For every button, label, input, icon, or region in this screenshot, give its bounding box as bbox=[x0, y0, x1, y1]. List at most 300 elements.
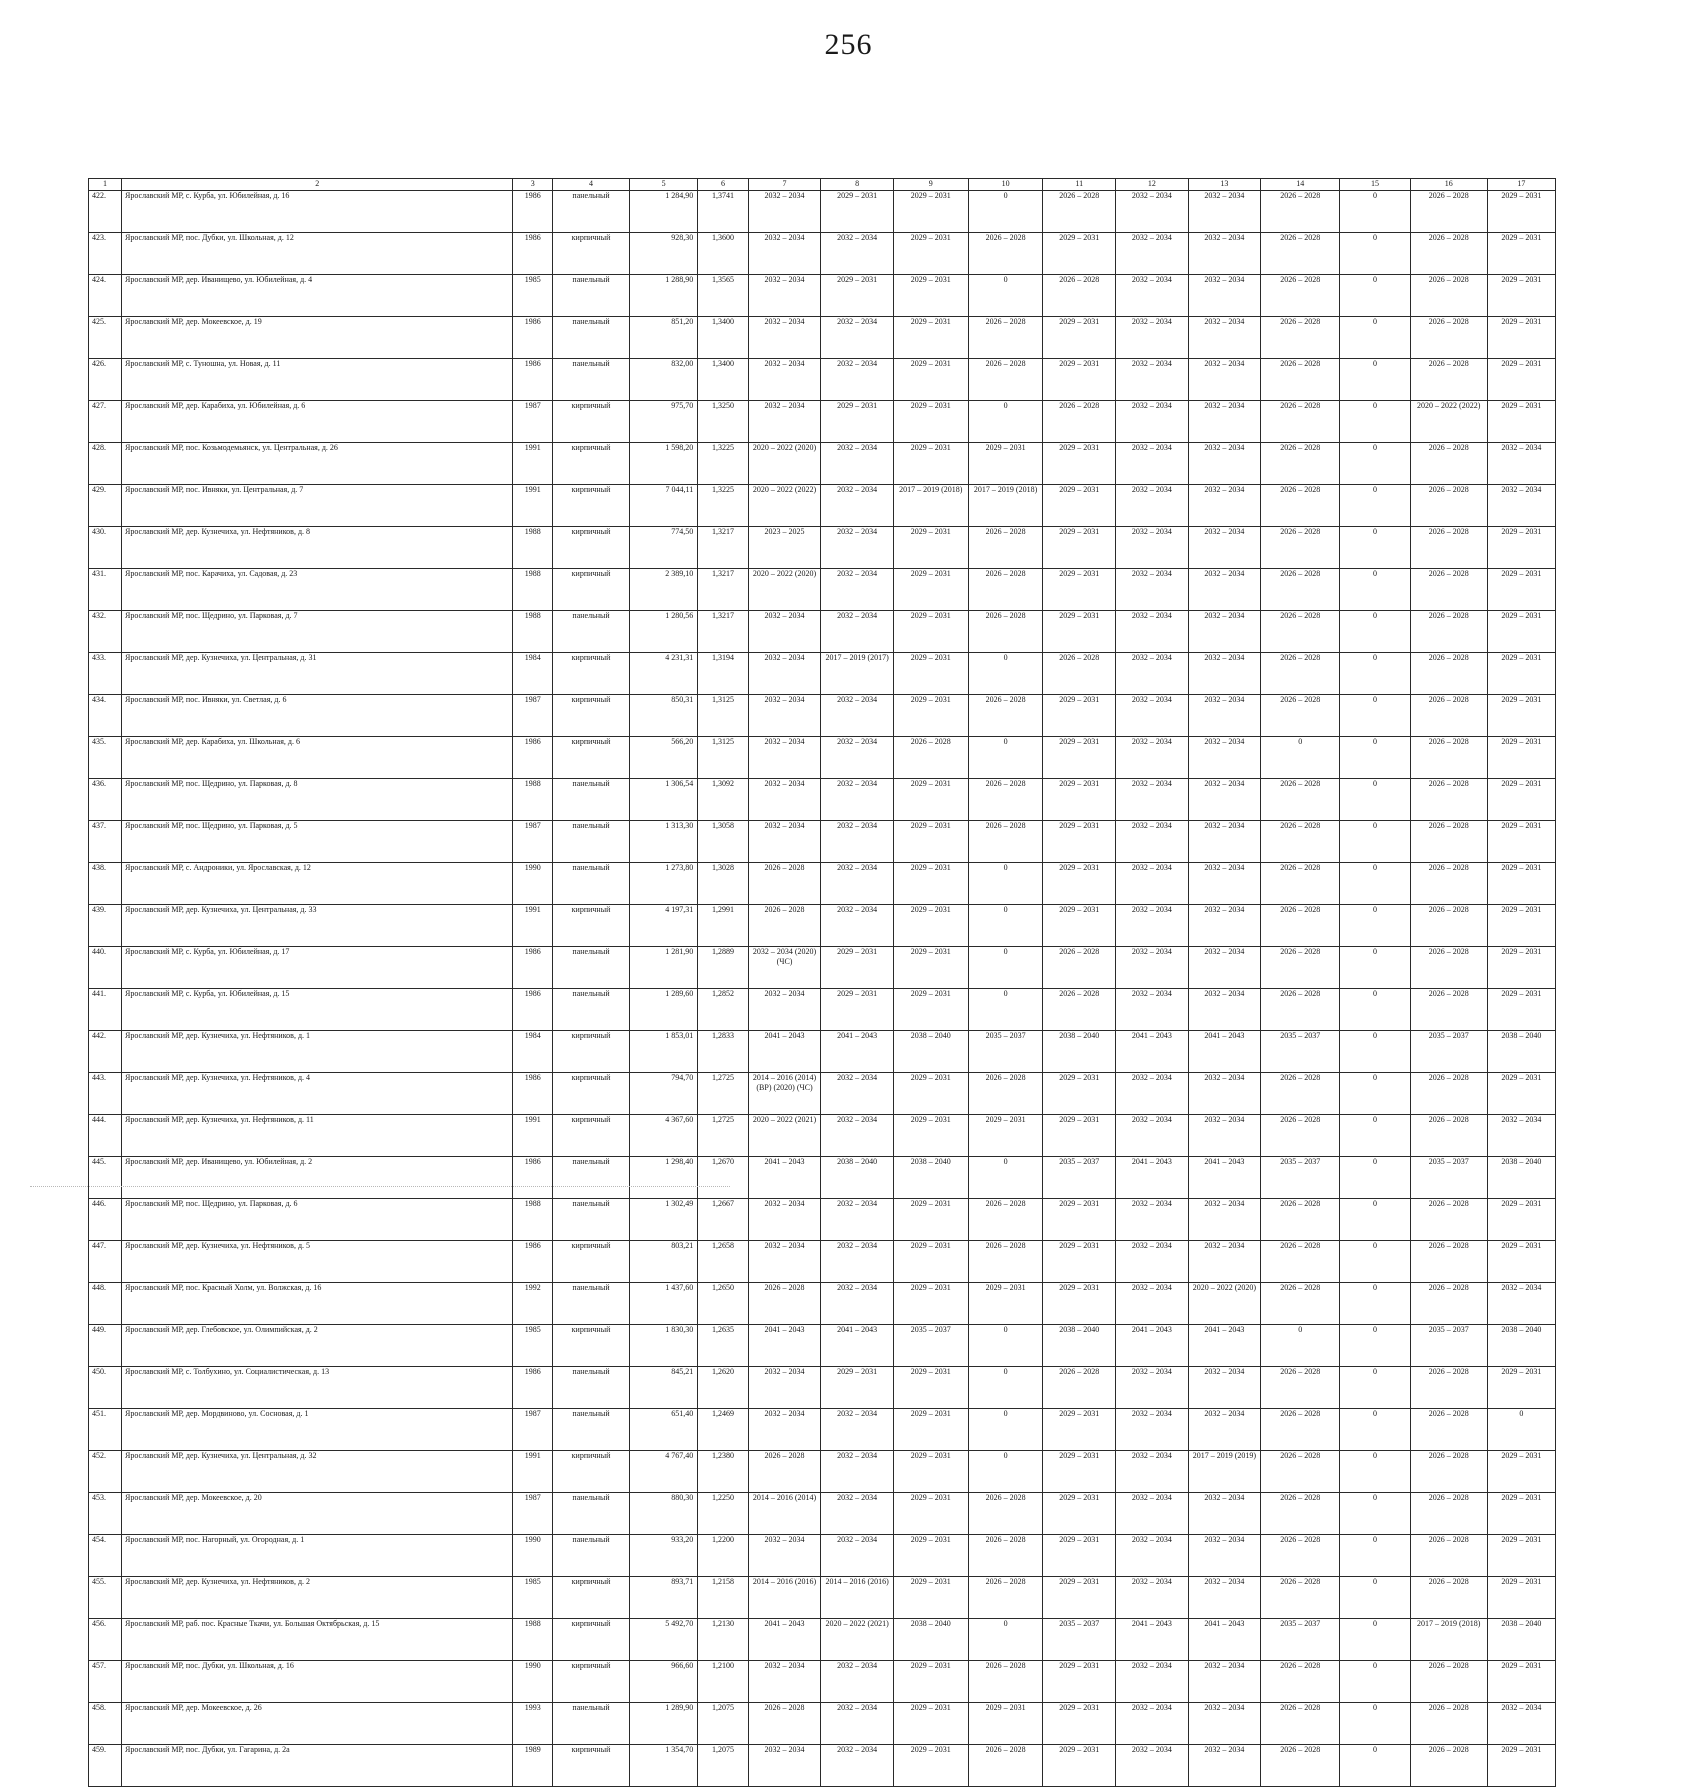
table-cell-col-17: 2029 – 2031 bbox=[1487, 1535, 1555, 1577]
table-cell-col-8: 2041 – 2043 bbox=[821, 1031, 894, 1073]
table-cell-col-9: 2029 – 2031 bbox=[893, 863, 968, 905]
table-cell-col-15: 0 bbox=[1340, 191, 1410, 233]
table-cell-col-13: 2032 – 2034 bbox=[1188, 233, 1261, 275]
table-cell-col-6: 1,2725 bbox=[698, 1115, 749, 1157]
table-cell-col-8: 2032 – 2034 bbox=[821, 1661, 894, 1703]
table-cell-col-10: 0 bbox=[968, 863, 1043, 905]
table-cell-col-11: 2026 – 2028 bbox=[1043, 401, 1116, 443]
table-cell-col-16: 2026 – 2028 bbox=[1410, 863, 1487, 905]
table-cell-col-13: 2032 – 2034 bbox=[1188, 359, 1261, 401]
table-cell-col-13: 2041 – 2043 bbox=[1188, 1031, 1261, 1073]
table-cell-col-12: 2032 – 2034 bbox=[1116, 1493, 1189, 1535]
table-cell-col-12: 2032 – 2034 bbox=[1116, 569, 1189, 611]
table-cell-col-8: 2032 – 2034 bbox=[821, 1703, 894, 1745]
table-cell-col-4: кирпичный bbox=[553, 443, 630, 485]
table-row bbox=[89, 1367, 1556, 1409]
table-cell-col-12: 2032 – 2034 bbox=[1116, 359, 1189, 401]
table-cell-col-12: 2032 – 2034 bbox=[1116, 989, 1189, 1031]
table-cell-col-9: 2029 – 2031 bbox=[893, 1073, 968, 1115]
table-cell-col-17: 2029 – 2031 bbox=[1487, 821, 1555, 863]
table-cell-col-6: 1,3125 bbox=[698, 695, 749, 737]
table-cell-col-8: 2041 – 2043 bbox=[821, 1325, 894, 1367]
table-cell-col-14: 2026 – 2028 bbox=[1261, 1535, 1340, 1577]
table-cell-col-1: 427. bbox=[89, 401, 122, 443]
table-cell-col-10: 2026 – 2028 bbox=[968, 1073, 1043, 1115]
repair-schedule-table bbox=[88, 178, 1556, 1787]
table-cell-col-11: 2029 – 2031 bbox=[1043, 485, 1116, 527]
table-cell-col-16: 2026 – 2028 bbox=[1410, 359, 1487, 401]
table-cell-col-2: Ярославский МР, пос. Ивняки, ул. Светлая, д. 6 bbox=[121, 695, 512, 737]
table-cell-col-9: 2029 – 2031 bbox=[893, 611, 968, 653]
table-row bbox=[89, 1115, 1556, 1157]
table-cell-col-6: 1,2380 bbox=[698, 1451, 749, 1493]
table-cell-col-6: 1,2833 bbox=[698, 1031, 749, 1073]
table-cell-col-4: кирпичный bbox=[553, 233, 630, 275]
column-header-10: 10 bbox=[968, 179, 1043, 191]
table-cell-col-3: 1984 bbox=[513, 1031, 553, 1073]
table-cell-col-4: панельный bbox=[553, 1283, 630, 1325]
table-cell-col-17: 2029 – 2031 bbox=[1487, 611, 1555, 653]
table-cell-col-5: 803,21 bbox=[630, 1241, 698, 1283]
table-cell-col-4: панельный bbox=[553, 779, 630, 821]
table-cell-col-7: 2032 – 2034 (2020) (ЧС) bbox=[748, 947, 821, 989]
table-cell-col-3: 1986 bbox=[513, 947, 553, 989]
table-cell-col-5: 1 306,54 bbox=[630, 779, 698, 821]
table-cell-col-17: 2032 – 2034 bbox=[1487, 1115, 1555, 1157]
table-cell-col-2: Ярославский МР, дер. Карабиха, ул. Школьная, д. 6 bbox=[121, 737, 512, 779]
table-cell-col-6: 1,2158 bbox=[698, 1577, 749, 1619]
table-cell-col-17: 2029 – 2031 bbox=[1487, 779, 1555, 821]
table-cell-col-1: 426. bbox=[89, 359, 122, 401]
table-container bbox=[88, 178, 1556, 1787]
table-cell-col-3: 1992 bbox=[513, 1283, 553, 1325]
table-cell-col-4: кирпичный bbox=[553, 401, 630, 443]
table-cell-col-4: панельный bbox=[553, 1493, 630, 1535]
table-cell-col-5: 851,20 bbox=[630, 317, 698, 359]
table-cell-col-11: 2029 – 2031 bbox=[1043, 1115, 1116, 1157]
table-cell-col-6: 1,2200 bbox=[698, 1535, 749, 1577]
table-cell-col-7: 2032 – 2034 bbox=[748, 737, 821, 779]
table-cell-col-9: 2029 – 2031 bbox=[893, 1283, 968, 1325]
table-cell-col-5: 933,20 bbox=[630, 1535, 698, 1577]
table-cell-col-13: 2032 – 2034 bbox=[1188, 1367, 1261, 1409]
table-cell-col-12: 2032 – 2034 bbox=[1116, 1451, 1189, 1493]
table-cell-col-15: 0 bbox=[1340, 485, 1410, 527]
table-cell-col-12: 2032 – 2034 bbox=[1116, 485, 1189, 527]
table-cell-col-7: 2026 – 2028 bbox=[748, 863, 821, 905]
table-cell-col-15: 0 bbox=[1340, 275, 1410, 317]
table-cell-col-1: 429. bbox=[89, 485, 122, 527]
table-cell-col-5: 845,21 bbox=[630, 1367, 698, 1409]
table-cell-col-5: 566,20 bbox=[630, 737, 698, 779]
table-cell-col-16: 2026 – 2028 bbox=[1410, 1367, 1487, 1409]
page-number: 256 bbox=[824, 28, 873, 61]
table-cell-col-6: 1,3400 bbox=[698, 359, 749, 401]
table-cell-col-17: 2032 – 2034 bbox=[1487, 443, 1555, 485]
table-cell-col-11: 2029 – 2031 bbox=[1043, 1199, 1116, 1241]
table-cell-col-7: 2032 – 2034 bbox=[748, 1535, 821, 1577]
table-cell-col-9: 2029 – 2031 bbox=[893, 1409, 968, 1451]
table-cell-col-14: 2026 – 2028 bbox=[1261, 569, 1340, 611]
table-cell-col-5: 1 280,56 bbox=[630, 611, 698, 653]
table-cell-col-14: 2026 – 2028 bbox=[1261, 947, 1340, 989]
table-cell-col-4: кирпичный bbox=[553, 1031, 630, 1073]
table-cell-col-15: 0 bbox=[1340, 1031, 1410, 1073]
table-cell-col-8: 2032 – 2034 bbox=[821, 611, 894, 653]
table-row bbox=[89, 401, 1556, 443]
table-cell-col-15: 0 bbox=[1340, 527, 1410, 569]
table-cell-col-15: 0 bbox=[1340, 1745, 1410, 1787]
table-row bbox=[89, 1535, 1556, 1577]
table-row bbox=[89, 653, 1556, 695]
table-cell-col-2: Ярославский МР, дер. Кузнечиха, ул. Нефтяников, д. 8 bbox=[121, 527, 512, 569]
table-cell-col-17: 2029 – 2031 bbox=[1487, 863, 1555, 905]
table-row bbox=[89, 359, 1556, 401]
table-cell-col-7: 2032 – 2034 bbox=[748, 1241, 821, 1283]
table-cell-col-13: 2032 – 2034 bbox=[1188, 401, 1261, 443]
table-cell-col-8: 2032 – 2034 bbox=[821, 443, 894, 485]
table-cell-col-3: 1991 bbox=[513, 443, 553, 485]
table-cell-col-11: 2029 – 2031 bbox=[1043, 821, 1116, 863]
table-cell-col-11: 2026 – 2028 bbox=[1043, 947, 1116, 989]
table-cell-col-16: 2026 – 2028 bbox=[1410, 737, 1487, 779]
table-cell-col-16: 2026 – 2028 bbox=[1410, 191, 1487, 233]
table-cell-col-6: 1,3225 bbox=[698, 443, 749, 485]
table-cell-col-12: 2032 – 2034 bbox=[1116, 1703, 1189, 1745]
table-cell-col-7: 2032 – 2034 bbox=[748, 1745, 821, 1787]
table-cell-col-11: 2029 – 2031 bbox=[1043, 527, 1116, 569]
table-cell-col-7: 2032 – 2034 bbox=[748, 1409, 821, 1451]
table-cell-col-14: 2026 – 2028 bbox=[1261, 863, 1340, 905]
table-cell-col-10: 2026 – 2028 bbox=[968, 1241, 1043, 1283]
column-header-5: 5 bbox=[630, 179, 698, 191]
table-cell-col-3: 1987 bbox=[513, 1493, 553, 1535]
column-header-9: 9 bbox=[893, 179, 968, 191]
table-cell-col-8: 2032 – 2034 bbox=[821, 1199, 894, 1241]
table-cell-col-2: Ярославский МР, пос. Красный Холм, ул. Волжская, д. 16 bbox=[121, 1283, 512, 1325]
table-cell-col-5: 850,31 bbox=[630, 695, 698, 737]
table-cell-col-17: 2038 – 2040 bbox=[1487, 1157, 1555, 1199]
table-cell-col-9: 2029 – 2031 bbox=[893, 1745, 968, 1787]
table-cell-col-5: 1 598,20 bbox=[630, 443, 698, 485]
table-cell-col-6: 1,2658 bbox=[698, 1241, 749, 1283]
table-cell-col-2: Ярославский МР, пос. Щедрино, ул. Парковая, д. 7 bbox=[121, 611, 512, 653]
table-cell-col-4: панельный bbox=[553, 863, 630, 905]
table-cell-col-5: 4 367,60 bbox=[630, 1115, 698, 1157]
table-cell-col-16: 2026 – 2028 bbox=[1410, 485, 1487, 527]
table-cell-col-10: 0 bbox=[968, 1325, 1043, 1367]
table-cell-col-4: панельный bbox=[553, 191, 630, 233]
table-cell-col-11: 2029 – 2031 bbox=[1043, 695, 1116, 737]
table-cell-col-9: 2029 – 2031 bbox=[893, 821, 968, 863]
table-cell-col-11: 2029 – 2031 bbox=[1043, 1493, 1116, 1535]
table-cell-col-12: 2032 – 2034 bbox=[1116, 653, 1189, 695]
table-cell-col-1: 430. bbox=[89, 527, 122, 569]
table-cell-col-5: 2 389,10 bbox=[630, 569, 698, 611]
table-cell-col-1: 449. bbox=[89, 1325, 122, 1367]
table-cell-col-5: 928,30 bbox=[630, 233, 698, 275]
table-cell-col-15: 0 bbox=[1340, 359, 1410, 401]
table-cell-col-5: 4 767,40 bbox=[630, 1451, 698, 1493]
table-cell-col-1: 440. bbox=[89, 947, 122, 989]
table-row bbox=[89, 611, 1556, 653]
table-cell-col-14: 2026 – 2028 bbox=[1261, 821, 1340, 863]
table-cell-col-11: 2029 – 2031 bbox=[1043, 1283, 1116, 1325]
table-cell-col-1: 432. bbox=[89, 611, 122, 653]
table-cell-col-2: Ярославский МР, дер. Кузнечиха, ул. Нефтяников, д. 4 bbox=[121, 1073, 512, 1115]
table-cell-col-9: 2029 – 2031 bbox=[893, 947, 968, 989]
table-cell-col-6: 1,2100 bbox=[698, 1661, 749, 1703]
table-cell-col-8: 2032 – 2034 bbox=[821, 1115, 894, 1157]
table-cell-col-10: 0 bbox=[968, 191, 1043, 233]
table-cell-col-11: 2026 – 2028 bbox=[1043, 191, 1116, 233]
table-cell-col-6: 1,3741 bbox=[698, 191, 749, 233]
table-cell-col-3: 1987 bbox=[513, 1409, 553, 1451]
table-cell-col-13: 2041 – 2043 bbox=[1188, 1325, 1261, 1367]
table-cell-col-11: 2029 – 2031 bbox=[1043, 1073, 1116, 1115]
table-cell-col-12: 2032 – 2034 bbox=[1116, 1115, 1189, 1157]
table-cell-col-5: 893,71 bbox=[630, 1577, 698, 1619]
table-cell-col-8: 2032 – 2034 bbox=[821, 737, 894, 779]
table-cell-col-15: 0 bbox=[1340, 1199, 1410, 1241]
table-cell-col-12: 2032 – 2034 bbox=[1116, 1661, 1189, 1703]
table-cell-col-4: кирпичный bbox=[553, 1577, 630, 1619]
table-cell-col-11: 2029 – 2031 bbox=[1043, 905, 1116, 947]
table-cell-col-16: 2026 – 2028 bbox=[1410, 569, 1487, 611]
table-cell-col-17: 2029 – 2031 bbox=[1487, 1493, 1555, 1535]
table-cell-col-10: 0 bbox=[968, 1157, 1043, 1199]
table-cell-col-9: 2026 – 2028 bbox=[893, 737, 968, 779]
table-cell-col-1: 441. bbox=[89, 989, 122, 1031]
table-cell-col-1: 457. bbox=[89, 1661, 122, 1703]
table-cell-col-10: 2029 – 2031 bbox=[968, 1703, 1043, 1745]
table-cell-col-9: 2029 – 2031 bbox=[893, 401, 968, 443]
table-cell-col-1: 443. bbox=[89, 1073, 122, 1115]
table-cell-col-6: 1,3194 bbox=[698, 653, 749, 695]
table-cell-col-13: 2032 – 2034 bbox=[1188, 737, 1261, 779]
table-cell-col-3: 1990 bbox=[513, 1661, 553, 1703]
table-cell-col-1: 458. bbox=[89, 1703, 122, 1745]
table-cell-col-14: 0 bbox=[1261, 737, 1340, 779]
table-cell-col-3: 1986 bbox=[513, 359, 553, 401]
table-cell-col-3: 1986 bbox=[513, 1157, 553, 1199]
table-cell-col-5: 5 492,70 bbox=[630, 1619, 698, 1661]
table-cell-col-14: 2026 – 2028 bbox=[1261, 1577, 1340, 1619]
table-cell-col-1: 439. bbox=[89, 905, 122, 947]
table-cell-col-12: 2032 – 2034 bbox=[1116, 863, 1189, 905]
table-cell-col-17: 2029 – 2031 bbox=[1487, 1199, 1555, 1241]
table-cell-col-15: 0 bbox=[1340, 905, 1410, 947]
table-cell-col-14: 2026 – 2028 bbox=[1261, 317, 1340, 359]
table-cell-col-16: 2026 – 2028 bbox=[1410, 527, 1487, 569]
table-cell-col-16: 2026 – 2028 bbox=[1410, 611, 1487, 653]
table-cell-col-6: 1,3565 bbox=[698, 275, 749, 317]
table-cell-col-17: 2038 – 2040 bbox=[1487, 1031, 1555, 1073]
table-cell-col-12: 2032 – 2034 bbox=[1116, 947, 1189, 989]
table-cell-col-14: 2026 – 2028 bbox=[1261, 1661, 1340, 1703]
table-cell-col-11: 2026 – 2028 bbox=[1043, 275, 1116, 317]
table-cell-col-7: 2032 – 2034 bbox=[748, 359, 821, 401]
table-row bbox=[89, 233, 1556, 275]
table-cell-col-2: Ярославский МР, раб. пос. Красные Ткачи, ул. Большая Октябрьская, д. 15 bbox=[121, 1619, 512, 1661]
table-cell-col-15: 0 bbox=[1340, 611, 1410, 653]
table-cell-col-1: 444. bbox=[89, 1115, 122, 1157]
column-header-12: 12 bbox=[1116, 179, 1189, 191]
table-cell-col-12: 2032 – 2034 bbox=[1116, 1745, 1189, 1787]
table-cell-col-16: 2026 – 2028 bbox=[1410, 905, 1487, 947]
table-cell-col-8: 2032 – 2034 bbox=[821, 1745, 894, 1787]
table-cell-col-4: панельный bbox=[553, 947, 630, 989]
table-cell-col-15: 0 bbox=[1340, 1577, 1410, 1619]
table-cell-col-6: 1,3250 bbox=[698, 401, 749, 443]
column-header-15: 15 bbox=[1340, 179, 1410, 191]
table-cell-col-8: 2032 – 2034 bbox=[821, 1535, 894, 1577]
table-cell-col-1: 454. bbox=[89, 1535, 122, 1577]
table-row bbox=[89, 1409, 1556, 1451]
table-cell-col-8: 2029 – 2031 bbox=[821, 989, 894, 1031]
table-cell-col-5: 1 313,30 bbox=[630, 821, 698, 863]
table-cell-col-1: 459. bbox=[89, 1745, 122, 1787]
table-cell-col-8: 2032 – 2034 bbox=[821, 1451, 894, 1493]
table-row bbox=[89, 779, 1556, 821]
table-cell-col-8: 2032 – 2034 bbox=[821, 1493, 894, 1535]
table-cell-col-14: 2026 – 2028 bbox=[1261, 233, 1340, 275]
table-cell-col-5: 1 281,90 bbox=[630, 947, 698, 989]
table-cell-col-17: 2029 – 2031 bbox=[1487, 905, 1555, 947]
table-cell-col-16: 2026 – 2028 bbox=[1410, 1241, 1487, 1283]
table-cell-col-2: Ярославский МР, пос. Карачиха, ул. Садовая, д. 23 bbox=[121, 569, 512, 611]
table-cell-col-8: 2032 – 2034 bbox=[821, 863, 894, 905]
table-cell-col-7: 2026 – 2028 bbox=[748, 1703, 821, 1745]
table-cell-col-7: 2041 – 2043 bbox=[748, 1325, 821, 1367]
table-cell-col-4: кирпичный bbox=[553, 1745, 630, 1787]
table-cell-col-17: 0 bbox=[1487, 1409, 1555, 1451]
table-cell-col-2: Ярославский МР, дер. Кузнечиха, ул. Нефтяников, д. 1 bbox=[121, 1031, 512, 1073]
table-cell-col-2: Ярославский МР, дер. Мордвиново, ул. Сосновая, д. 1 bbox=[121, 1409, 512, 1451]
table-cell-col-7: 2032 – 2034 bbox=[748, 989, 821, 1031]
table-cell-col-6: 1,2635 bbox=[698, 1325, 749, 1367]
table-cell-col-2: Ярославский МР, пос. Щедрино, ул. Парковая, д. 8 bbox=[121, 779, 512, 821]
table-cell-col-5: 832,00 bbox=[630, 359, 698, 401]
table-cell-col-12: 2041 – 2043 bbox=[1116, 1619, 1189, 1661]
table-cell-col-17: 2038 – 2040 bbox=[1487, 1619, 1555, 1661]
table-row bbox=[89, 1703, 1556, 1745]
table-cell-col-4: кирпичный bbox=[553, 653, 630, 695]
table-cell-col-10: 0 bbox=[968, 989, 1043, 1031]
table-cell-col-11: 2029 – 2031 bbox=[1043, 611, 1116, 653]
table-cell-col-13: 2032 – 2034 bbox=[1188, 1703, 1261, 1745]
table-cell-col-15: 0 bbox=[1340, 1157, 1410, 1199]
table-cell-col-15: 0 bbox=[1340, 653, 1410, 695]
table-cell-col-8: 2032 – 2034 bbox=[821, 1073, 894, 1115]
table-cell-col-17: 2029 – 2031 bbox=[1487, 1745, 1555, 1787]
table-cell-col-13: 2032 – 2034 bbox=[1188, 485, 1261, 527]
table-cell-col-4: панельный bbox=[553, 1199, 630, 1241]
table-cell-col-2: Ярославский МР, дер. Глебовское, ул. Олимпийская, д. 2 bbox=[121, 1325, 512, 1367]
table-cell-col-8: 2032 – 2034 bbox=[821, 485, 894, 527]
table-cell-col-14: 2026 – 2028 bbox=[1261, 401, 1340, 443]
table-cell-col-10: 2029 – 2031 bbox=[968, 1115, 1043, 1157]
table-cell-col-2: Ярославский МР, дер. Мокеевское, д. 26 bbox=[121, 1703, 512, 1745]
table-cell-col-1: 437. bbox=[89, 821, 122, 863]
table-cell-col-3: 1987 bbox=[513, 401, 553, 443]
table-row bbox=[89, 569, 1556, 611]
table-cell-col-1: 436. bbox=[89, 779, 122, 821]
table-cell-col-2: Ярославский МР, дер. Кузнечиха, ул. Центральная, д. 33 bbox=[121, 905, 512, 947]
table-cell-col-8: 2029 – 2031 bbox=[821, 191, 894, 233]
table-cell-col-17: 2029 – 2031 bbox=[1487, 653, 1555, 695]
table-cell-col-5: 1 830,30 bbox=[630, 1325, 698, 1367]
table-cell-col-8: 2032 – 2034 bbox=[821, 569, 894, 611]
table-cell-col-11: 2038 – 2040 bbox=[1043, 1325, 1116, 1367]
table-cell-col-6: 1,2725 bbox=[698, 1073, 749, 1115]
table-cell-col-16: 2026 – 2028 bbox=[1410, 1577, 1487, 1619]
table-cell-col-5: 4 231,31 bbox=[630, 653, 698, 695]
table-cell-col-6: 1,3092 bbox=[698, 779, 749, 821]
table-row bbox=[89, 275, 1556, 317]
table-cell-col-6: 1,2250 bbox=[698, 1493, 749, 1535]
table-cell-col-14: 2026 – 2028 bbox=[1261, 1073, 1340, 1115]
table-cell-col-9: 2029 – 2031 bbox=[893, 1535, 968, 1577]
table-cell-col-4: кирпичный bbox=[553, 1661, 630, 1703]
table-cell-col-12: 2032 – 2034 bbox=[1116, 1367, 1189, 1409]
table-cell-col-5: 1 288,90 bbox=[630, 275, 698, 317]
table-cell-col-15: 0 bbox=[1340, 737, 1410, 779]
table-cell-col-2: Ярославский МР, с. Курба, ул. Юбилейная, д. 15 bbox=[121, 989, 512, 1031]
table-cell-col-2: Ярославский МР, пос. Нагорный, ул. Огородная, д. 1 bbox=[121, 1535, 512, 1577]
table-cell-col-5: 1 289,90 bbox=[630, 1703, 698, 1745]
table-cell-col-1: 446. bbox=[89, 1199, 122, 1241]
table-cell-col-10: 2026 – 2028 bbox=[968, 1577, 1043, 1619]
table-row bbox=[89, 485, 1556, 527]
table-cell-col-2: Ярославский МР, пос. Щедрино, ул. Парковая, д. 6 bbox=[121, 1199, 512, 1241]
table-cell-col-1: 450. bbox=[89, 1367, 122, 1409]
table-cell-col-2: Ярославский МР, с. Толбухино, ул. Социалистическая, д. 13 bbox=[121, 1367, 512, 1409]
table-cell-col-1: 442. bbox=[89, 1031, 122, 1073]
table-cell-col-16: 2026 – 2028 bbox=[1410, 1115, 1487, 1157]
column-header-14: 14 bbox=[1261, 179, 1340, 191]
table-cell-col-7: 2032 – 2034 bbox=[748, 275, 821, 317]
table-cell-col-14: 2026 – 2028 bbox=[1261, 1283, 1340, 1325]
table-cell-col-13: 2032 – 2034 bbox=[1188, 947, 1261, 989]
table-cell-col-2: Ярославский МР, дер. Иванищево, ул. Юбилейная, д. 4 bbox=[121, 275, 512, 317]
table-cell-col-13: 2032 – 2034 bbox=[1188, 611, 1261, 653]
table-cell-col-8: 2032 – 2034 bbox=[821, 779, 894, 821]
table-cell-col-6: 1,2650 bbox=[698, 1283, 749, 1325]
table-cell-col-2: Ярославский МР, пос. Щедрино, ул. Парковая, д. 5 bbox=[121, 821, 512, 863]
table-cell-col-8: 2029 – 2031 bbox=[821, 947, 894, 989]
table-cell-col-6: 1,2130 bbox=[698, 1619, 749, 1661]
table-cell-col-3: 1988 bbox=[513, 1199, 553, 1241]
table-cell-col-7: 2014 – 2016 (2014) (ВР) (2020) (ЧС) bbox=[748, 1073, 821, 1115]
table-cell-col-1: 423. bbox=[89, 233, 122, 275]
table-cell-col-13: 2041 – 2043 bbox=[1188, 1619, 1261, 1661]
table-cell-col-5: 975,70 bbox=[630, 401, 698, 443]
table-cell-col-3: 1989 bbox=[513, 1745, 553, 1787]
table-cell-col-3: 1990 bbox=[513, 863, 553, 905]
table-cell-col-2: Ярославский МР, дер. Иванищево, ул. Юбилейная, д. 2 bbox=[121, 1157, 512, 1199]
table-cell-col-16: 2035 – 2037 bbox=[1410, 1031, 1487, 1073]
table-cell-col-17: 2029 – 2031 bbox=[1487, 1367, 1555, 1409]
table-cell-col-2: Ярославский МР, дер. Кузнечиха, ул. Нефтяников, д. 5 bbox=[121, 1241, 512, 1283]
table-cell-col-12: 2032 – 2034 bbox=[1116, 191, 1189, 233]
table-cell-col-14: 2026 – 2028 bbox=[1261, 779, 1340, 821]
table-cell-col-10: 2017 – 2019 (2018) bbox=[968, 485, 1043, 527]
table-cell-col-4: панельный bbox=[553, 359, 630, 401]
table-cell-col-9: 2029 – 2031 bbox=[893, 653, 968, 695]
table-cell-col-13: 2032 – 2034 bbox=[1188, 1493, 1261, 1535]
table-cell-col-13: 2032 – 2034 bbox=[1188, 191, 1261, 233]
